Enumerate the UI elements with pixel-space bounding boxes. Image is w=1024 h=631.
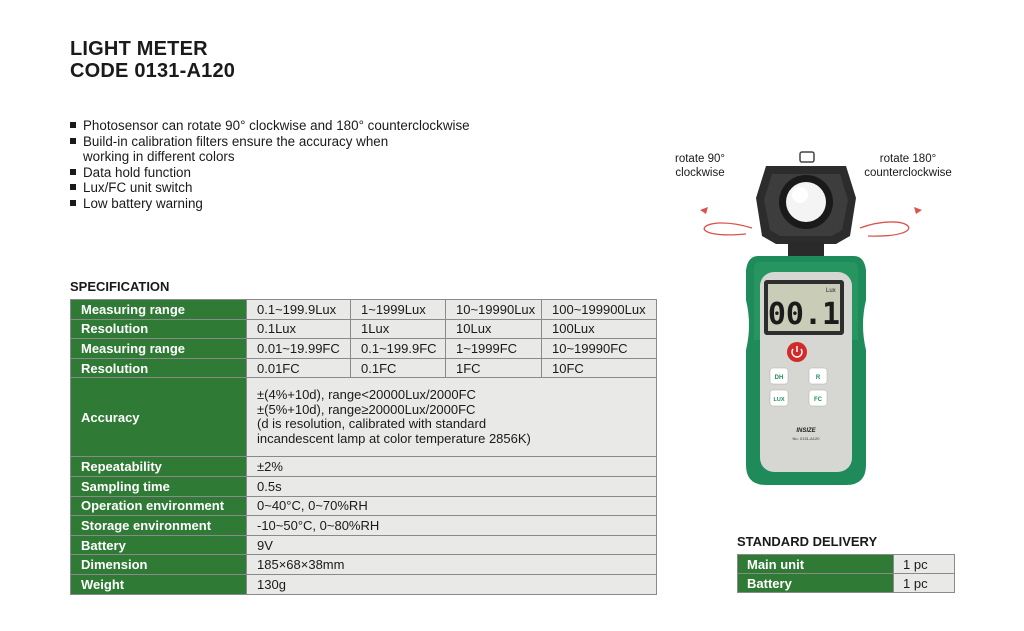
row-label: Battery [738, 574, 894, 593]
feature-item: Lux/FC unit switch [70, 180, 470, 196]
power-icon [787, 342, 807, 362]
feature-list [70, 118, 470, 211]
row-label: Weight [71, 574, 247, 594]
display-reading: 00.1 [767, 297, 841, 332]
row-label: Operation environment [71, 496, 247, 516]
table-cell: 100Lux [542, 319, 657, 339]
table-row-accuracy [71, 378, 657, 457]
table-row [738, 555, 955, 574]
table-cell: 10Lux [446, 319, 542, 339]
table-cell: 1~1999Lux [351, 300, 446, 320]
table-row [71, 574, 657, 594]
row-label: Storage environment [71, 516, 247, 536]
table-cell: 10FC [542, 358, 657, 378]
accuracy-line: incandescent lamp at color temperature 2856K) [257, 430, 531, 446]
table-cell: -10~50°C, 0~80%RH [247, 516, 657, 536]
standard-delivery-table [737, 554, 955, 593]
rotate-arrow-right-icon [860, 207, 922, 236]
rotate-right-line: rotate 180° [879, 153, 937, 165]
rotate-arrow-left-icon [700, 207, 752, 235]
feature-item: Photosensor can rotate 90° clockwise and 180° counterclockwise [70, 118, 470, 134]
feature-item: Low battery warning [70, 196, 470, 212]
table-cell: 9V [247, 535, 657, 555]
table-row [71, 555, 657, 575]
table-cell: 0.1~199.9FC [351, 339, 446, 359]
page-title [70, 38, 235, 82]
row-label: Main unit [738, 555, 894, 574]
table-row [71, 476, 657, 496]
meter-body [746, 256, 866, 485]
standard-delivery-heading: STANDARD DELIVERY [737, 534, 878, 549]
table-cell: 1Lux [351, 319, 446, 339]
table-row [71, 496, 657, 516]
table-cell: 10~19990FC [542, 339, 657, 359]
row-label: Battery [71, 535, 247, 555]
table-cell: 0.1FC [351, 358, 446, 378]
row-label: Dimension [71, 555, 247, 575]
table-row [71, 358, 657, 378]
table-cell: 1~1999FC [446, 339, 542, 359]
table-row [71, 319, 657, 339]
specification-heading: SPECIFICATION [70, 279, 170, 294]
feature-item: Data hold function [70, 165, 470, 181]
table-cell: 10~19990Lux [446, 300, 542, 320]
brand-logo: INSIZE [796, 428, 816, 434]
table-cell: 0.5s [247, 476, 657, 496]
table-row [738, 574, 955, 593]
r-button-label: R [815, 375, 821, 381]
table-cell: 130g [247, 574, 657, 594]
row-label: Measuring range [71, 339, 247, 359]
title-code: CODE 0131-A120 [70, 60, 236, 82]
table-row [71, 516, 657, 536]
accuracy-cell [247, 378, 657, 457]
table-row [71, 457, 657, 477]
table-row [71, 535, 657, 555]
light-meter-illustration [660, 150, 960, 500]
title-product: LIGHT METER [70, 38, 208, 60]
row-label: Accuracy [71, 378, 247, 457]
model-number: No. 0131-A120 [792, 436, 820, 441]
accuracy-line: ±(4%+10d), range<20000Lux/2000FC [257, 387, 476, 403]
table-row [71, 339, 657, 359]
feature-item: Build-in calibration filters ensure the accuracy when [70, 134, 470, 150]
rotate-right-line: counterclockwise [864, 167, 952, 179]
photosensor-head [756, 152, 856, 256]
table-cell: ±2% [247, 457, 657, 477]
table-row [71, 300, 657, 320]
lux-button-label: LUX [773, 397, 785, 403]
row-label: Resolution [71, 358, 247, 378]
row-label: Repeatability [71, 457, 247, 477]
table-cell: 0~40°C, 0~70%RH [247, 496, 657, 516]
rotate-left-line: rotate 90° [675, 153, 725, 165]
row-label: Resolution [71, 319, 247, 339]
display-unit: Lux [826, 288, 836, 294]
table-cell: 100~199900Lux [542, 300, 657, 320]
row-label: Sampling time [71, 476, 247, 496]
table-cell: 0.01FC [247, 358, 351, 378]
table-cell: 185×68×38mm [247, 555, 657, 575]
rotate-left-line: clockwise [675, 167, 725, 179]
feature-item-continuation: working in different colors [83, 149, 235, 164]
dh-button-label: DH [774, 375, 784, 381]
table-cell: 1FC [446, 358, 542, 378]
table-cell: 0.01~19.99FC [247, 339, 351, 359]
accuracy-line: (d is resolution, calibrated with standard [257, 416, 487, 432]
accuracy-line: ±(5%+10d), range≥20000Lux/2000FC [257, 401, 476, 417]
table-cell: 1 pc [894, 574, 955, 593]
specification-table [70, 299, 657, 595]
table-cell: 0.1~199.9Lux [247, 300, 351, 320]
row-label: Measuring range [71, 300, 247, 320]
table-cell: 1 pc [894, 555, 955, 574]
fc-button-label: FC [814, 397, 822, 403]
table-cell: 0.1Lux [247, 319, 351, 339]
